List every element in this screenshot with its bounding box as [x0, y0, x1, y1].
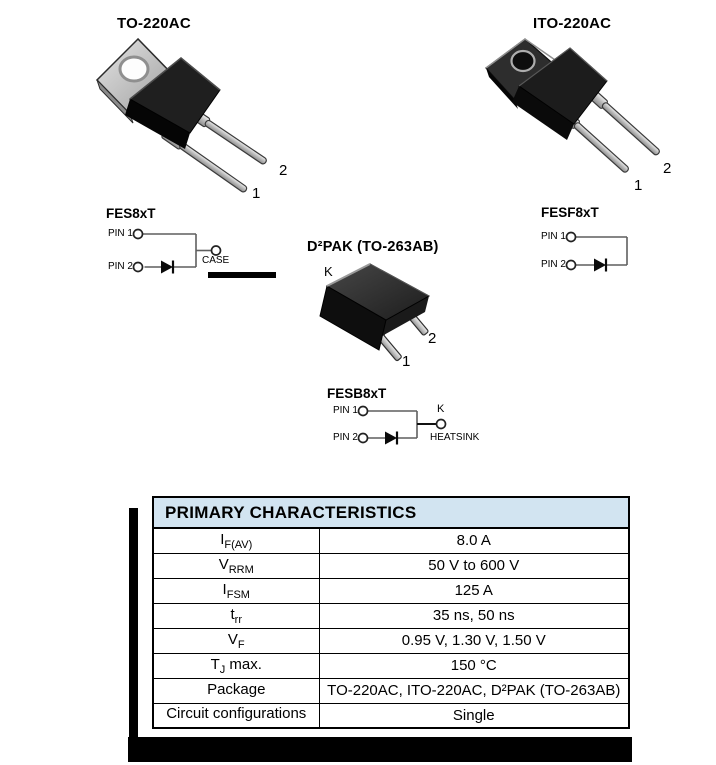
d2pak-title: D²PAK (TO-263AB)	[307, 239, 439, 255]
param-cell: $I_{F(AV)}$	[153, 528, 319, 553]
heatsink-terminal-circle	[437, 420, 446, 429]
value-cell: 35 ns, 50 ns	[319, 603, 629, 628]
accent-bar-vertical	[129, 508, 138, 737]
case-terminal-circle	[212, 246, 221, 255]
mounting-hole	[120, 57, 148, 81]
fesb8xt-pin2-label: PIN 2	[332, 432, 358, 443]
to220ac-pin1-number: 1	[252, 185, 261, 202]
table-row	[153, 578, 629, 603]
ito220ac-pin2-number: 2	[663, 160, 672, 177]
table-row	[153, 653, 629, 678]
value-cell: 125 A	[319, 578, 629, 603]
d2pak-pin1-number: 1	[402, 353, 411, 370]
value-cell: 8.0 A	[319, 528, 629, 553]
divider-bar	[208, 272, 276, 278]
fesf8xt-pin2-label: PIN 2	[540, 259, 566, 270]
table-title: PRIMARY CHARACTERISTICS	[153, 497, 629, 528]
fes8xt-title: FES8xT	[106, 206, 156, 221]
fes8xt-pin2-label: PIN 2	[107, 261, 133, 272]
param-cell: $V_{RRM}$	[153, 553, 319, 578]
wires	[368, 411, 418, 438]
fesb8xt-pin1-label: PIN 1	[332, 405, 358, 416]
table-row	[153, 528, 629, 553]
param-cell: $t_{rr}$	[153, 603, 319, 628]
table-row	[153, 553, 629, 578]
fes8xt-pin1-label: PIN 1	[107, 228, 133, 239]
fesf8xt-title: FESF8xT	[541, 205, 599, 220]
value-cell: 150 °C	[319, 653, 629, 678]
ito220ac-title: ITO-220AC	[533, 15, 612, 32]
to220ac-pin2-number: 2	[279, 162, 288, 179]
to220ac-package-drawing	[78, 36, 308, 204]
table-row	[153, 628, 629, 653]
fesb8xt-k-label: K	[437, 403, 445, 415]
diode-symbol	[161, 261, 173, 274]
mounting-hole	[512, 51, 535, 71]
fesb8xt-heatsink-label: HEATSINK	[430, 432, 480, 443]
value-cell: 50 V to 600 V	[319, 553, 629, 578]
primary-characteristics-table	[152, 496, 630, 729]
to220ac-title: TO-220AC	[117, 15, 191, 32]
pin1-terminal-circle	[359, 407, 368, 416]
value-cell: TO-220AC, ITO-220AC, D²PAK (TO-263AB)	[319, 678, 629, 703]
pin1-terminal-circle	[134, 230, 143, 239]
param-cell: $I_{FSM}$	[153, 578, 319, 603]
ito220ac-pin1-number: 1	[634, 177, 643, 194]
fesb8xt-title: FESB8xT	[327, 386, 387, 401]
package-body	[320, 264, 429, 350]
value-cell: 0.95 V, 1.30 V, 1.50 V	[319, 628, 629, 653]
param-cell: $V_F$	[153, 628, 319, 653]
table-row	[153, 678, 629, 703]
table-row	[153, 603, 629, 628]
param-cell: Package	[153, 678, 319, 703]
fes8xt-case-label: CASE	[202, 255, 230, 266]
ito220ac-package-drawing	[470, 34, 690, 204]
diode-symbol	[385, 432, 397, 445]
d2pak-k-label: K	[324, 264, 333, 279]
param-cell: $T_J$ max.	[153, 653, 319, 678]
pin2-terminal-circle	[359, 434, 368, 443]
wires	[576, 237, 628, 265]
pin1-terminal-circle	[567, 233, 576, 242]
table-header-row	[153, 497, 629, 528]
diode-symbol	[594, 259, 606, 272]
value-cell: Single	[319, 703, 629, 728]
accent-bar-horizontal	[128, 737, 632, 762]
fesf8xt-pin1-label: PIN 1	[540, 231, 566, 242]
pin2-terminal-circle	[134, 263, 143, 272]
param-cell: Circuit configurations	[153, 703, 319, 728]
pin2-terminal-circle	[567, 261, 576, 270]
d2pak-pin2-number: 2	[428, 330, 437, 347]
table-row	[153, 703, 629, 728]
